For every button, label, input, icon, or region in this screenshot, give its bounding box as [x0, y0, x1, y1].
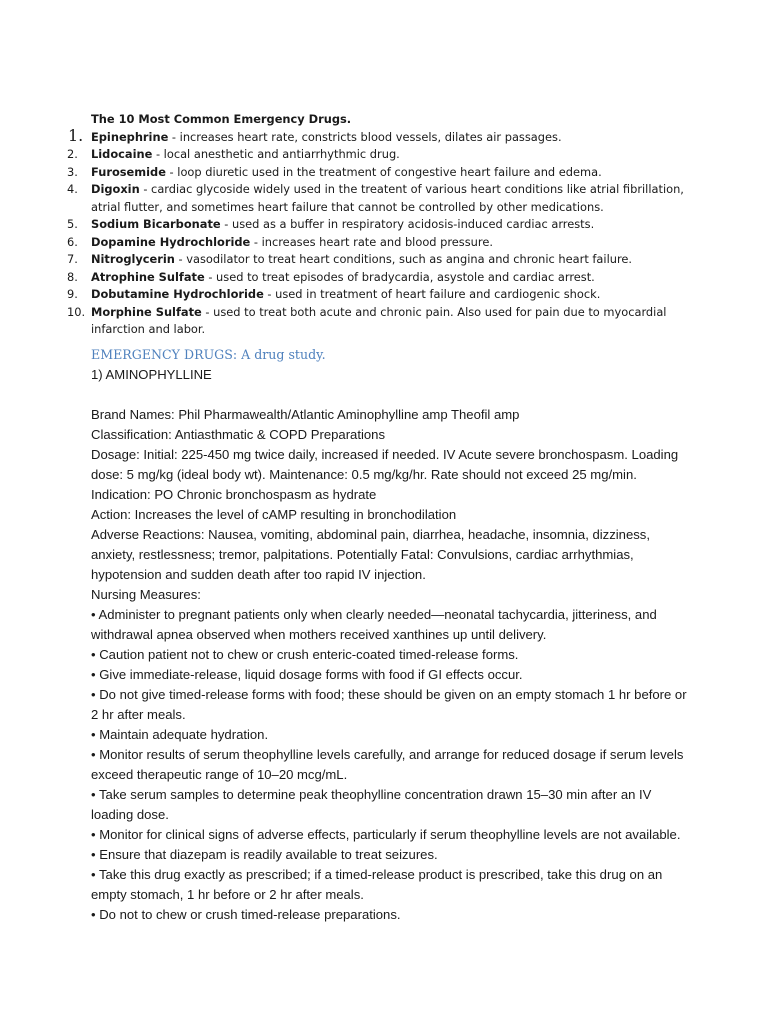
document-content	[67, 111, 691, 925]
drug-description: - used to treat both acute and chronic pain. Also used for pain due to myocardial infarction and labor.	[91, 304, 667, 336]
nursing-measure: • Give immediate-release, liquid dosage forms with food if GI effects occur.	[91, 666, 523, 682]
drug-description: - used in treatment of heart failure and cardiogenic shock.	[263, 287, 601, 301]
dosage: Dosage: Initial: 225-450 mg twice daily, increased if needed. IV Acute severe bronchospasm. Loading dose: 5 mg/kg (ideal body wt). Maintenance: 0.5 mg/kg/hr. Rate should not exceed 25 mg/min.	[91, 446, 679, 482]
drug-study	[91, 365, 691, 925]
list-item-number: 9.	[67, 287, 78, 301]
adverse-reactions: Adverse Reactions: Nausea, vomiting, abdominal pain, diarrhea, headache, insomnia, dizziness, anxiety, restlessness; tremor, palpitations. Potentially Fatal: Convulsions, cardiac arrhythmias, hypotension and sudden death after too rapid IV injection.	[91, 526, 650, 582]
drug-name: Epinephrine	[91, 129, 169, 144]
drug-description: - used to treat episodes of bradycardia, asystole and cardiac arrest.	[204, 269, 595, 284]
list-item	[67, 146, 691, 164]
drug-name: Dobutamine Hydrochloride	[91, 287, 264, 301]
nursing-measure: • Do not to chew or crush timed-release preparations.	[91, 906, 401, 922]
drug-description: - increases heart rate, constricts blood vessels, dilates air passages.	[168, 129, 562, 144]
drug-name: Furosemide	[91, 164, 166, 179]
nursing-measures-label: Nursing Measures:	[91, 586, 201, 602]
list-item	[67, 304, 691, 339]
nursing-measure: • Ensure that diazepam is readily available to treat seizures.	[91, 846, 438, 862]
list-item	[67, 234, 691, 252]
drug-description: - vasodilator to treat heart conditions, such as angina and chronic heart failure.	[174, 252, 633, 266]
drug-description: - used as a buffer in respiratory acidosis-induced cardiac arrests.	[220, 217, 595, 231]
action: Action: Increases the level of cAMP resulting in bronchodilation	[91, 506, 457, 522]
drug-description: - loop diuretic used in the treatment of congestive heart failure and edema.	[165, 164, 602, 179]
drug-title: 1) AMINOPHYLLINE	[91, 366, 212, 382]
list-item-number: 7.	[67, 252, 78, 266]
drug-name: Atrophine Sulfate	[91, 269, 205, 284]
nursing-measure: • Monitor results of serum theophylline levels carefully, and arrange for reduced dosage if serum levels exceed therapeutic range of 10–20 mcg/mL.	[91, 746, 684, 782]
brand-names: Brand Names: Phil Pharmawealth/Atlantic Aminophylline amp Theofil amp	[91, 406, 520, 422]
list-item-number: 2.	[67, 147, 78, 161]
list-item	[67, 269, 691, 287]
drug-description: - cardiac glycoside widely used in the treatent of various heart conditions like atrial fibrillation, atrial flutter, and sometimes heart failure that cannot be controlled by other medications.	[91, 182, 684, 214]
nursing-measure: • Caution patient not to chew or crush enteric-coated timed-release forms.	[91, 646, 519, 662]
drug-description: - local anesthetic and antiarrhythmic drug.	[152, 147, 400, 161]
drug-name: Sodium Bicarbonate	[91, 217, 221, 231]
list-item	[67, 216, 691, 234]
indication: Indication: PO Chronic bronchospasm as hydrate	[91, 486, 377, 502]
list-item-number: 10.	[67, 304, 86, 319]
list-item	[67, 181, 691, 216]
spacer	[91, 385, 691, 405]
nursing-measure: • Administer to pregnant patients only when clearly needed—neonatal tachycardia, jitteriness, and withdrawal apnea observed when mothers received xanthines up until delivery.	[91, 606, 657, 642]
nursing-measure: • Take serum samples to determine peak theophylline concentration drawn 15–30 min after an IV loading dose.	[91, 786, 652, 822]
classification: Classification: Antiasthmatic & COPD Preparations	[91, 426, 386, 442]
list-title: The 10 Most Common Emergency Drugs.	[91, 112, 352, 126]
nursing-measure: • Do not give timed-release forms with food; these should be given on an empty stomach 1 hr before or 2 hr after meals.	[91, 686, 687, 722]
nursing-measure: • Take this drug exactly as prescribed; if a timed-release product is prescribed, take this drug on an empty stomach, 1 hr before or 2 hr after meals.	[91, 866, 663, 902]
nursing-measure: • Maintain adequate hydration.	[91, 726, 269, 742]
drug-list	[67, 125, 691, 339]
list-item	[68, 125, 691, 147]
list-item	[67, 251, 691, 269]
list-item	[67, 286, 691, 304]
drug-name: Nitroglycerin	[91, 252, 175, 266]
section-heading: EMERGENCY DRUGS: A drug study.	[91, 346, 326, 362]
drug-name: Morphine Sulfate	[91, 304, 202, 319]
drug-description: - increases heart rate and blood pressure.	[250, 234, 493, 249]
nursing-measure: • Monitor for clinical signs of adverse effects, particularly if serum theophylline levels are not available.	[91, 826, 681, 842]
list-item	[67, 164, 691, 182]
list-item-number: 8.	[67, 269, 78, 284]
list-item-number: 6.	[67, 234, 78, 249]
drug-name: Digoxin	[91, 182, 140, 196]
list-item-number: 5.	[67, 217, 78, 231]
drug-name: Dopamine Hydrochloride	[91, 234, 251, 249]
list-item-number: 4.	[67, 182, 78, 196]
list-item-number: 3.	[67, 164, 78, 179]
drug-name: Lidocaine	[91, 147, 153, 161]
list-item-number: 1.	[68, 125, 84, 145]
